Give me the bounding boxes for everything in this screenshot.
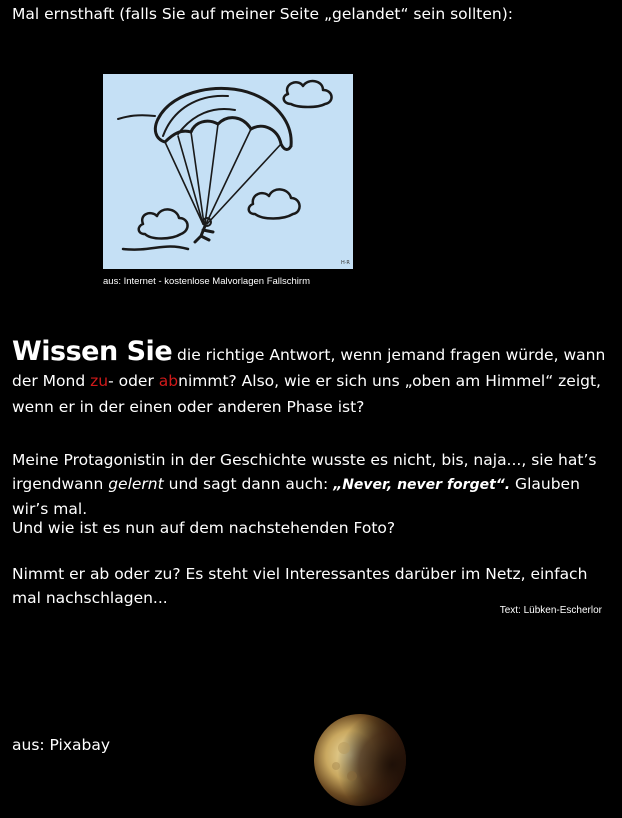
intro-text: Mal ernsthaft (falls Sie auf meiner Seite „gelandet“ sein sollten):: [12, 5, 513, 23]
paragraph-2-text-b: und sagt dann auch:: [163, 475, 334, 493]
image-caption: aus: Internet - kostenlose Malvorlagen Fallschirm: [103, 276, 310, 287]
photo-caption: aus: Pixabay: [12, 736, 111, 754]
lead-words: Wissen Sie: [12, 336, 173, 367]
image-signature: H·R: [341, 260, 350, 266]
word-ab: ab: [158, 372, 179, 390]
quote-never-forget: „Never, never forget“.: [333, 477, 511, 493]
paragraph-2-text-c: Glauben wir’s mal.: [12, 475, 580, 518]
moon-icon: [300, 700, 420, 814]
parachute-image: [103, 74, 353, 269]
paragraph-1-text-b: - oder: [108, 372, 159, 390]
paragraph-2: [12, 448, 618, 521]
moon-image: [300, 700, 420, 814]
paragraph-4: Nimmt er ab oder zu? Es steht viel Interessantes darüber im Netz, einfach mal nachschlagen...: [12, 565, 588, 607]
parachute-icon: [103, 74, 353, 269]
paragraph-2-text-a: Meine Protagonistin in der Geschichte wusste es nicht, bis, naja..., sie hat’s irgendwann: [12, 451, 597, 493]
paragraph-1-text-a: die richtige Antwort, wenn jemand fragen würde, wann der Mond: [12, 346, 606, 390]
paragraph-3: Und wie ist es nun auf dem nachstehenden Foto?: [12, 519, 396, 537]
paragraph-1-text-c: nimmt? Also, wie er sich uns „oben am Himmel“ zeigt, wenn er in der einen oder anderen Phase ist?: [12, 372, 601, 416]
emphasis-gelernt: gelernt: [108, 475, 164, 493]
paragraph-1: [12, 336, 618, 420]
text-credit: Text: Lübken-Escherlor: [499, 605, 602, 616]
word-zu: zu: [90, 372, 109, 390]
